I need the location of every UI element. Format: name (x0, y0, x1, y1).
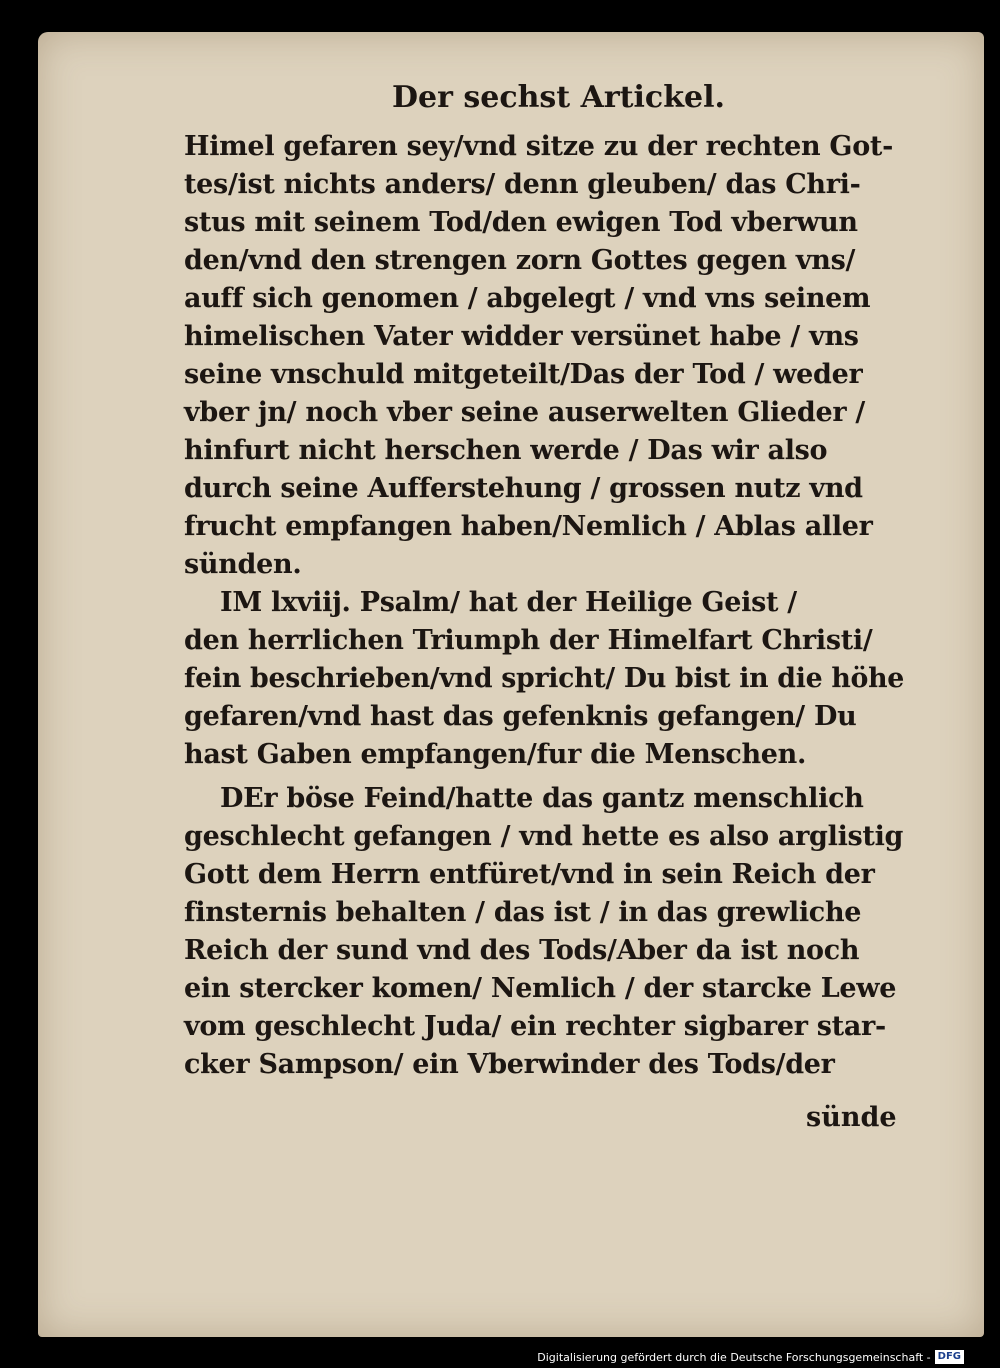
text-line: fein beschrieben/vnd spricht/ Du bist in die höhe (184, 663, 904, 694)
catchword: sünde (806, 1102, 897, 1133)
text-line: tes/ist nichts anders/ denn gleuben/ das Chri- (184, 169, 861, 200)
text-line: hast Gaben empfangen/fur die Menschen. (184, 739, 807, 770)
text-line: auff sich genomen / abgelegt / vnd vns seinem (184, 283, 871, 314)
text-line: seine vnschuld mitgeteilt/Das der Tod / weder (184, 359, 863, 390)
text-line: himelischen Vater widder versünet habe / vns (184, 321, 859, 352)
text-line: gefaren/vnd hast das gefenknis gefangen/ Du (184, 701, 857, 732)
text-line: Gott dem Herrn entfüret/vnd in sein Reich der (184, 859, 875, 890)
text-line: frucht empfangen haben/Nemlich / Ablas aller (184, 511, 873, 542)
text-line: DEr böse Feind/hatte das gantz menschlich (220, 783, 864, 814)
text-line: Himel gefaren sey/vnd sitze zu der rechten Got- (184, 131, 893, 162)
running-head: Der sechst Artickel. (392, 80, 725, 115)
text-line: Reich der sund vnd des Tods/Aber da ist noch (184, 935, 860, 966)
text-line: sünden. (184, 549, 302, 580)
text-line: vber jn/ noch vber seine auserwelten Glieder / (184, 397, 865, 428)
text-line: ein stercker komen/ Nemlich / der starcke Lewe (184, 973, 897, 1004)
text-line: finsternis behalten / das ist / in das grewliche (184, 897, 862, 928)
credit-text: Digitalisierung gefördert durch die Deutsche Forschungsgemeinschaft - (537, 1350, 931, 1364)
dfg-logo: DFG (935, 1350, 964, 1364)
digitization-credit (537, 1348, 964, 1366)
text-line: den herrlichen Triumph der Himelfart Christi/ (184, 625, 873, 656)
text-line: IM lxviij. Psalm/ hat der Heilige Geist / (220, 587, 797, 618)
text-line: durch seine Aufferstehung / grossen nutz vnd (184, 473, 863, 504)
text-line: den/vnd den strengen zorn Gottes gegen vns/ (184, 245, 856, 276)
book-page (38, 32, 984, 1337)
text-line: cker Sampson/ ein Vberwinder des Tods/der (184, 1049, 835, 1080)
text-line: vom geschlecht Juda/ ein rechter sigbarer star- (184, 1011, 886, 1042)
text-line: geschlecht gefangen / vnd hette es also arglistig (184, 821, 904, 852)
text-line: stus mit seinem Tod/den ewigen Tod vberwun (184, 207, 858, 238)
text-line: hinfurt nicht herschen werde / Das wir also (184, 435, 828, 466)
